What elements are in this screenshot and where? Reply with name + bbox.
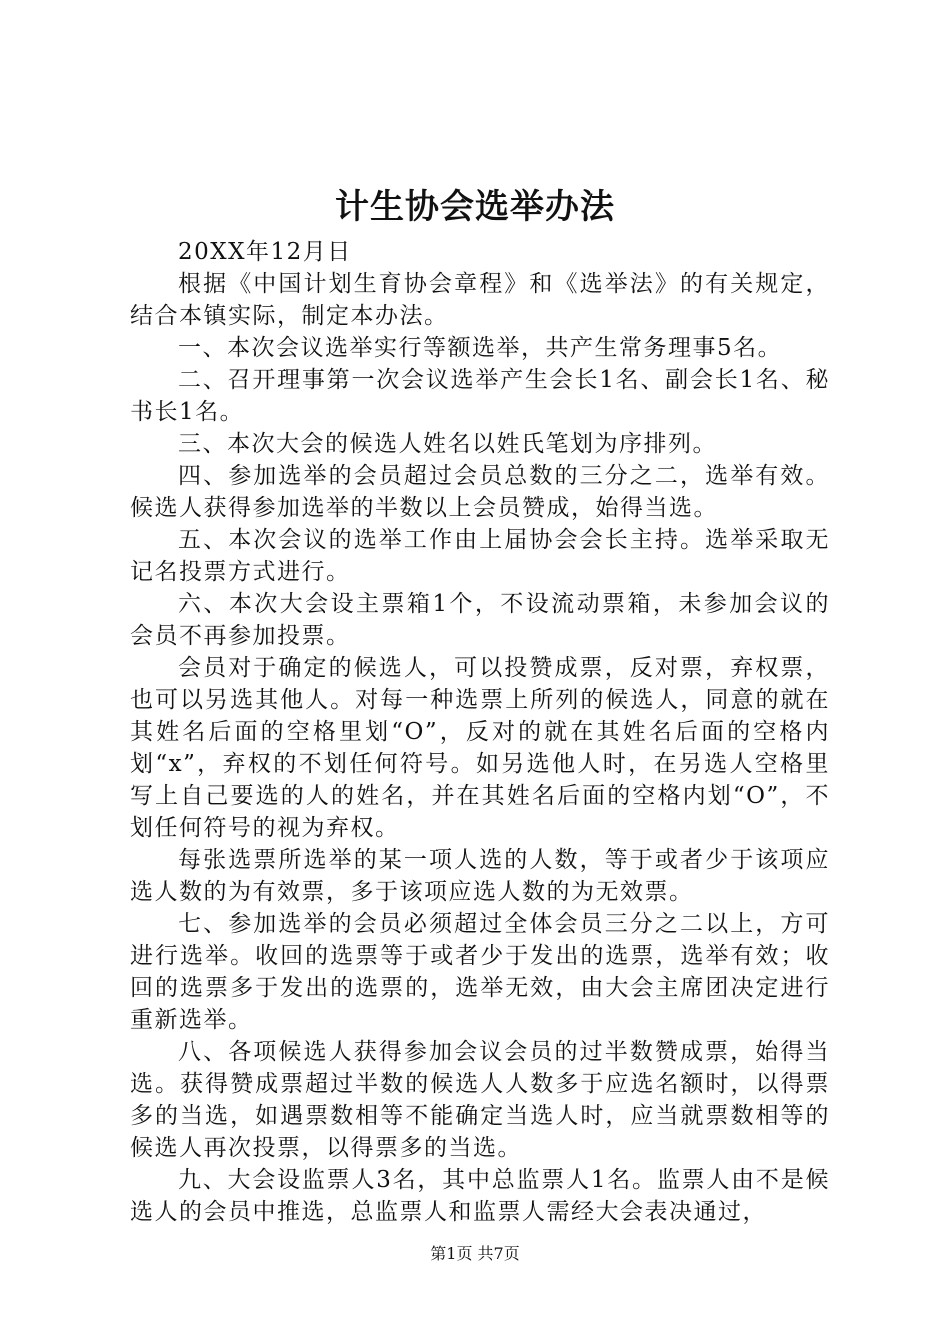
paragraph: 会员对于确定的候选人，可以投赞成票，反对票，弃权票，也可以另选其他人。对每一种选票上所列的候选人，同意的就在其姓名后面的空格里划“O”，反对的就在其姓名后面的空格内划“x”，弃权的不划任何符号。如另选他人时，在另选人空格里写上自己要选的人的姓名，并在其姓名后面的空格内划“O”，不划任何符号的视为弃权。	[130, 655, 830, 841]
document-date: 20XX年12月日	[178, 239, 352, 265]
document-body	[130, 236, 830, 1228]
page-number-footer: 第1页 共7页	[430, 1244, 520, 1263]
paragraph: 七、参加选举的会员必须超过全体会员三分之二以上，方可进行选举。收回的选票等于或者少于发出的选票，选举有效；收回的选票多于发出的选票的，选举无效，由大会主席团决定进行重新选举。	[130, 911, 830, 1033]
paragraph: 二、召开理事第一次会议选举产生会长1名、副会长1名、秘书长1名。	[130, 367, 830, 425]
paragraph: 三、本次大会的候选人姓名以姓氏笔划为序排列。	[178, 431, 717, 457]
paragraph: 四、参加选举的会员超过会员总数的三分之二，选举有效。候选人获得参加选举的半数以上会员赞成，始得当选。	[130, 463, 830, 521]
document-title: 计生协会选举办法	[335, 187, 615, 227]
paragraph: 一、本次会议选举实行等额选举，共产生常务理事5名。	[178, 335, 783, 361]
paragraph: 根据《中国计划生育协会章程》和《选举法》的有关规定，结合本镇实际，制定本办法。	[130, 271, 830, 329]
paragraph: 八、各项候选人获得参加会议会员的过半数赞成票，始得当选。获得赞成票超过半数的候选人人数多于应选名额时，以得票多的当选，如遇票数相等不能确定当选人时，应当就票数相等的候选人再次投票，以得票多的当选。	[130, 1039, 830, 1161]
paragraph: 六、本次大会设主票箱1个，不设流动票箱，未参加会议的会员不再参加投票。	[130, 591, 830, 649]
paragraph: 五、本次会议的选举工作由上届协会会长主持。选举采取无记名投票方式进行。	[130, 527, 830, 585]
paragraph: 每张选票所选举的某一项人选的人数，等于或者少于该项应选人数的为有效票，多于该项应选人数的为无效票。	[130, 847, 830, 905]
paragraph: 九、大会设监票人3名，其中总监票人1名。监票人由不是候选人的会员中推选，总监票人和监票人需经大会表决通过，	[130, 1167, 830, 1225]
